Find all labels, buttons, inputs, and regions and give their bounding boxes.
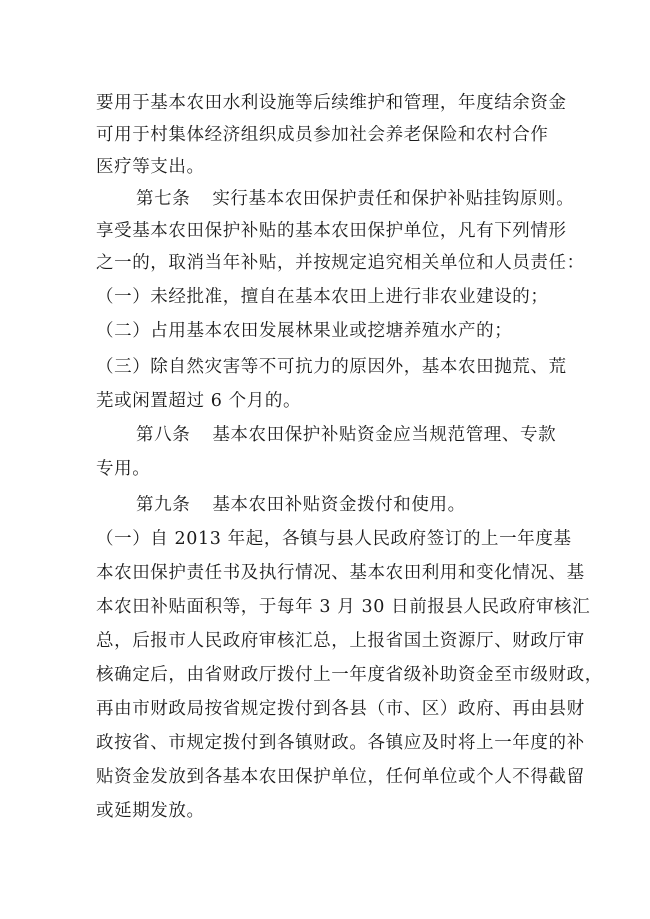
article-8-text: 基本农田保护补贴资金应当规范管理、专款 — [212, 425, 557, 445]
text-line: 要用于基本农田水利设施等后续维护和管理，年度结余资金 — [96, 93, 567, 113]
article-8-heading: 第八条 — [136, 425, 191, 445]
list-item: （二）占用基本农田发展林果业或挖塘养殖水产的； — [96, 321, 513, 341]
text-line: 享受基本农田保护补贴的基本农田保护单位，凡有下列情形 — [96, 221, 567, 241]
list-item: （三）除自然灾害等不可抗力的原因外，基本农田抛荒、荒 — [96, 357, 567, 377]
text-line: 贴资金发放到各基本农田保护单位，任何单位或个人不得截留 — [96, 767, 585, 787]
text-line: 核确定后，由省财政厅拨付上一年度省级补助资金至市级财政， — [96, 665, 603, 685]
article-9-heading: 第九条 — [136, 495, 191, 515]
text-line: 再由市财政局按省规定拨付到各县（市、区）政府、再由县财 — [96, 699, 585, 719]
text-line: 本农田保护责任书及执行情况、基本农田利用和变化情况、基 — [96, 563, 585, 583]
text-line: 芜或闲置超过 6 个月的。 — [96, 391, 302, 411]
list-item: （一）未经批准，擅自在基本农田上进行非农业建设的； — [96, 287, 549, 307]
article-8-line — [136, 420, 606, 450]
article-9-text: 基本农田补贴资金拨付和使用。 — [212, 495, 466, 515]
text-line: 专用。 — [96, 459, 151, 479]
text-line: 或延期发放。 — [96, 801, 205, 821]
article-7-heading: 第七条 — [136, 189, 191, 209]
text-line: 本农田补贴面积等，于每年 3 月 30 日前报县人民政府审核汇 — [96, 597, 591, 617]
article-7-line — [136, 184, 606, 214]
text-line: 之一的，取消当年补贴，并按规定追究相关单位和人员责任： — [96, 253, 585, 273]
text-line: 总，后报市人民政府审核汇总，上报省国土资源厅、财政厅审 — [96, 631, 585, 651]
article-7-text: 实行基本农田保护责任和保护补贴挂钩原则。 — [212, 189, 575, 209]
list-item: （一）自 2013 年起，各镇与县人民政府签订的上一年度基 — [96, 529, 572, 549]
text-line: 可用于村集体经济组织成员参加社会养老保险和农村合作 — [96, 125, 549, 145]
text-line: 政按省、市规定拨付到各镇财政。各镇应及时将上一年度的补 — [96, 733, 585, 753]
text-line: 医疗等支出。 — [96, 157, 205, 177]
article-9-line — [136, 490, 606, 520]
